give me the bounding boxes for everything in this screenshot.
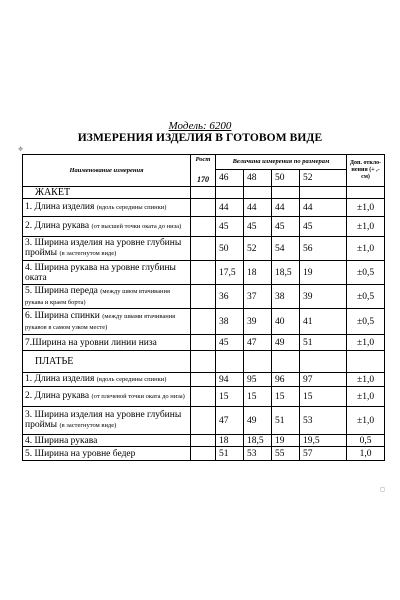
measurement-note: (в застегнутом виде) <box>59 250 117 257</box>
measurement-label: 1. Длина изделия <box>25 374 95 384</box>
empty-cell <box>347 187 385 199</box>
measurement-value: 19 <box>272 435 300 447</box>
section-dress: ПЛАТЬЕ <box>23 351 191 373</box>
measurement-note: (между швами втачивания рукавов в самом узком месте) <box>25 312 176 331</box>
tolerance-value: ±1,0 <box>347 407 385 435</box>
rost-cell <box>191 387 216 407</box>
measurement-value: 56 <box>300 237 347 261</box>
empty-cell <box>244 351 272 373</box>
empty-cell <box>347 351 385 373</box>
measurement-value: 47 <box>244 335 272 351</box>
rost-cell <box>191 217 216 237</box>
measurement-value: 44 <box>216 199 244 217</box>
measurement-value: 18 <box>216 435 244 447</box>
measurement-value: 44 <box>244 199 272 217</box>
measurement-value: 44 <box>272 199 300 217</box>
tolerance-value: ±1,0 <box>347 217 385 237</box>
tolerance-value: ±0,5 <box>347 309 385 335</box>
table-resize-handle-icon[interactable]: ◻ <box>380 486 385 493</box>
measurement-name <box>23 199 191 217</box>
measurement-name <box>23 387 191 407</box>
measurement-value: 19 <box>300 261 347 285</box>
table-row <box>23 387 385 407</box>
table-row <box>23 373 385 387</box>
measurement-value: 15 <box>244 387 272 407</box>
measurement-label: 2. Длина рукава <box>25 221 90 231</box>
measurement-value: 50 <box>216 237 244 261</box>
measurement-note: (от высшей точки оката до низа) <box>91 223 182 230</box>
measurement-value: 45 <box>272 217 300 237</box>
measurement-label: 3. Ширина изделия на уровне глубины проймы <box>25 238 182 258</box>
measurement-label: 5. Ширина переда <box>25 285 98 296</box>
measurement-value: 18,5 <box>272 261 300 285</box>
empty-cell <box>300 351 347 373</box>
measurement-value: 15 <box>272 387 300 407</box>
table-row <box>23 199 385 217</box>
document-title: ИЗМЕРЕНИЯ ИЗДЕЛИЯ В ГОТОВОМ ВИДЕ <box>77 132 323 144</box>
measurement-note: (между швом втачивания рукава и краем борта) <box>25 287 170 306</box>
measurement-value: 17,5 <box>216 261 244 285</box>
measurement-value: 51 <box>272 407 300 435</box>
measurement-value: 55 <box>272 447 300 461</box>
measurement-value: 36 <box>216 285 244 309</box>
measurement-label: 7.Ширина на уровни линии низа <box>25 337 157 348</box>
header-sizes: Величина измерения по размерам <box>216 155 347 170</box>
header-name: Наименование измерения <box>23 155 191 187</box>
measurement-label: 6. Ширина спинки <box>25 310 100 321</box>
measurement-value: 94 <box>216 373 244 387</box>
measurement-name <box>23 285 191 309</box>
tolerance-value: ±1,0 <box>347 335 385 351</box>
measurement-value: 53 <box>300 407 347 435</box>
rost-cell <box>191 373 216 387</box>
empty-cell <box>216 187 244 199</box>
measurement-value: 45 <box>244 217 272 237</box>
rost-cell <box>191 309 216 335</box>
section-jacket-row <box>23 187 385 199</box>
measurement-value: 39 <box>244 309 272 335</box>
section-jacket: ЖАКЕТ <box>23 187 191 199</box>
table-row <box>23 261 385 285</box>
tolerance-value: ±1,0 <box>347 373 385 387</box>
measurement-value: 39 <box>300 285 347 309</box>
tolerance-value: ±0,5 <box>347 285 385 309</box>
measurement-value: 47 <box>216 407 244 435</box>
model-number: Модель: 6200 <box>168 120 232 132</box>
rost-cell <box>191 237 216 261</box>
measurement-value: 96 <box>272 373 300 387</box>
rost-cell <box>191 199 216 217</box>
empty-cell <box>191 351 216 373</box>
tolerance-value: ±1,0 <box>347 237 385 261</box>
rost-cell <box>191 285 216 309</box>
measurement-value: 18 <box>244 261 272 285</box>
measurement-value: 15 <box>216 387 244 407</box>
measurement-value: 45 <box>216 217 244 237</box>
rost-cell <box>191 407 216 435</box>
section-dress-row <box>23 351 385 373</box>
empty-cell <box>272 351 300 373</box>
measurement-note: (вдоль середины спинки) <box>96 376 167 383</box>
measurements-table <box>22 154 385 461</box>
table-row <box>23 309 385 335</box>
measurement-name <box>23 407 191 435</box>
measurement-value: 18,5 <box>244 435 272 447</box>
measurement-label: 1. Длина изделия <box>25 202 95 212</box>
size-header: 52 <box>300 169 347 186</box>
table-row <box>23 217 385 237</box>
measurement-label: 4. Ширина рукава <box>25 435 98 446</box>
measurement-label: 5. Ширина на уровне бедер <box>25 448 136 459</box>
measurement-value: 44 <box>300 199 347 217</box>
header-tolerance: Доп. откло-нения (+ ,-см) <box>347 155 385 187</box>
measurement-value: 51 <box>216 447 244 461</box>
measurement-note: (вдоль середины спинки) <box>96 204 167 211</box>
table-row <box>23 285 385 309</box>
tolerance-value: 1,0 <box>347 447 385 461</box>
table-row <box>23 435 385 447</box>
measurement-value: 45 <box>300 217 347 237</box>
tolerance-value: ±1,0 <box>347 387 385 407</box>
measurement-value: 37 <box>244 285 272 309</box>
measurement-value: 19,5 <box>300 435 347 447</box>
header-rost <box>191 155 216 187</box>
tolerance-value: ±1,0 <box>347 199 385 217</box>
measurement-name <box>23 261 191 285</box>
measurement-name <box>23 435 191 447</box>
measurement-value: 53 <box>244 447 272 461</box>
measurement-label: 2. Длина рукава <box>25 391 90 401</box>
empty-cell <box>272 187 300 199</box>
measurement-note: (от плечевой точки оката до низа) <box>91 393 185 400</box>
table-row <box>23 237 385 261</box>
measurement-value: 49 <box>272 335 300 351</box>
header-rost-label: Рост <box>195 156 211 163</box>
rost-cell <box>191 447 216 461</box>
measurement-value: 95 <box>244 373 272 387</box>
size-header: 46 <box>216 169 244 186</box>
rost-cell <box>191 335 216 351</box>
rost-cell <box>191 435 216 447</box>
size-header: 48 <box>244 169 272 186</box>
empty-cell <box>244 187 272 199</box>
measurement-note: (в застегнутом виде) <box>59 422 117 429</box>
empty-cell <box>300 187 347 199</box>
empty-cell <box>216 351 244 373</box>
measurement-value: 38 <box>272 285 300 309</box>
tolerance-value: 0,5 <box>347 435 385 447</box>
measurement-name <box>23 373 191 387</box>
measurement-value: 51 <box>300 335 347 351</box>
measurement-value: 57 <box>300 447 347 461</box>
table-row <box>23 335 385 351</box>
measurement-value: 97 <box>300 373 347 387</box>
measurement-name <box>23 447 191 461</box>
measurement-value: 52 <box>244 237 272 261</box>
measurement-value: 54 <box>272 237 300 261</box>
table-move-handle-icon[interactable]: ✥ <box>18 146 24 153</box>
measurement-name <box>23 217 191 237</box>
table-row <box>23 407 385 435</box>
measurement-name <box>23 237 191 261</box>
measurement-value: 40 <box>272 309 300 335</box>
measurement-label: 3. Ширина изделия на уровне глубины проймы <box>25 410 182 430</box>
measurement-value: 45 <box>216 335 244 351</box>
measurement-value: 15 <box>300 387 347 407</box>
measurement-name <box>23 335 191 351</box>
measurement-value: 41 <box>300 309 347 335</box>
tolerance-value: ±0,5 <box>347 261 385 285</box>
measurement-value: 38 <box>216 309 244 335</box>
rost-cell <box>191 261 216 285</box>
header-rost-value: 170 <box>197 175 209 184</box>
empty-cell <box>191 187 216 199</box>
measurement-value: 49 <box>244 407 272 435</box>
measurement-label: 4. Ширина рукава на уровне глубины оката <box>25 262 176 283</box>
size-header: 50 <box>272 169 300 186</box>
measurement-name <box>23 309 191 335</box>
table-row <box>23 447 385 461</box>
